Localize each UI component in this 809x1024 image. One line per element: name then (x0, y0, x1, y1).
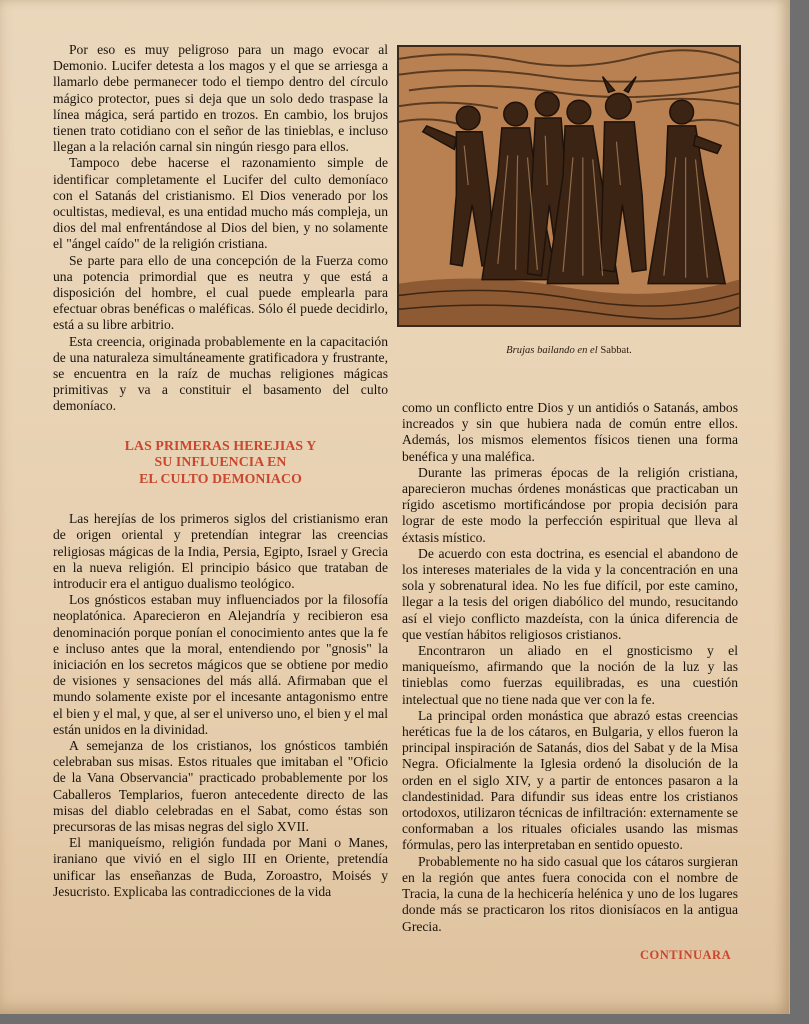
paragraph: Probablemente no ha sido casual que los cátaros surgieran en la región que antes fuera conocida con el nombre de Tracia, la cuna de la hechicería helénica y uno de los lugares donde más se practicaron los ritos dionisíacos en la antigua Grecia. (402, 853, 738, 934)
paragraph: Se parte para ello de una concepción de la Fuerza como una potencia primordial que es neutra y que está a disposición del hombre, el cual puede emplearla para efectuar obras benéficas o maléficas. Sólo él puede decidirlo, está a su libre arbitrio. (53, 252, 388, 333)
caption-normal: Sabbat. (600, 345, 632, 356)
witches-dancing-image (399, 47, 739, 325)
paragraph: como un conflicto entre Dios y un antidiós o Satanás, ambos increados y sin que hubiera nada de común entre ellos. Además, los mismos elementos físicos tienen una forma benéfica y una maléfica. (402, 400, 738, 464)
section-heading (53, 438, 388, 488)
caption-italic: Brujas bailando en el (506, 345, 598, 356)
right-column (402, 400, 738, 935)
continue-label: CONTINUARA (640, 948, 732, 962)
paragraph: A semejanza de los cristianos, los gnósticos también celebraban sus misas. Estos rituales que imitaban el "Oficio de la Vana Observancia" practicado probablemente por los Caballeros Templarios, fueron antecedente directo de las misas del diablo celebradas en el Sabat, como éstas son precursoras de las misas negras del siglo XVII. (53, 738, 388, 835)
paragraph: Las herejías de los primeros siglos del cristianismo eran de origen oriental y pretendían integrar las creencias religiosas mágicas de la India, Persia, Egipto, Israel y Grecia en la nueva religión. El principio básico que trataban de introducir era el antiguo dualismo teológico. (53, 511, 388, 591)
heading-line: LAS PRIMERAS HEREJIAS Y (124, 437, 317, 453)
paragraph: Tampoco debe hacerse el razonamiento simple de identificar completamente el Lucifer del culto demoníaco con el Satanás del cristianismo. El Dios venerado por los ocultistas, medieval, es una entidad mucho más compleja, un dios del mal enfrentándose al Dios del bien, y no solamente el "ángel caído" de la religión cristiana. (53, 155, 388, 252)
paragraph: Por eso es muy peligroso para un mago evocar al Demonio. Lucifer detesta a los magos y el que se arriesga a llamarlo debe permanecer todo el tiempo dentro del círculo mágico protector, pues si deja que un solo dedo traspase la línea mágica, será partido en trozos. En cambio, los brujos tienen trato cotidiano con el señor de las tinieblas, e incluso llegan a la relación carnal sin ningún riesgo para ellos. (53, 42, 388, 155)
figure-caption (397, 345, 741, 356)
left-column (53, 42, 388, 900)
paragraph: Los gnósticos estaban muy influenciados por la filosofía neoplatónica. Aparecieron en Alejandría y recibieron esa denominación porque ponían el conocimiento antes que la fe e incluso antes que la moral, entendiendo por "gnosis" la iniciación en los secretos mágicos que se obtiene por medio de visiones y sensaciones del más allá. Afirmaban que el mundo solamente existe por el incesante antagonismo entre el bien y el mal, y que, al ser el universo uno, el bien y el mal están unidos en la divinidad. (53, 592, 388, 737)
paragraph: Durante las primeras épocas de la religión cristiana, aparecieron muchas órdenes monásticas que practicaban un rígido ascetismo mortificándose por propia decisión para lograr de este modo la perfección espiritual que lleva al éxtasis místico. (402, 464, 738, 545)
woodcut-illustration (397, 45, 741, 327)
paragraph: Encontraron un aliado en el gnosticismo y el maniqueísmo, afirmando que la noción de la luz y las tinieblas como fuerzas equilibradas, es una cuestión intelectual que no tiene nada que ver con la fe. (402, 643, 738, 707)
heading-line: EL CULTO DEMONIACO (139, 470, 302, 486)
heading-line: SU INFLUENCIA EN (154, 454, 287, 470)
paragraph: De acuerdo con esta doctrina, es esencial el abandono de los intereses materiales de la vida y la concentración en una sola y sobrenatural idea. No les fue difícil, por este camino, llegar a la tesis del origen diabólico del mundo, resucitando así el viejo conflicto mazdeísta, con la única diferencia de que vestían hábitos religiosos cristianos. (402, 545, 738, 642)
paragraph: Esta creencia, originada probablemente en la capacitación de una naturaleza simultáneamente gratificadora y frustrante, se encuentra en la raíz de muchas religiones mágicas primitivas y va a constituir el basamento del culto demoníaco. (53, 333, 388, 414)
paragraph: La principal orden monástica que abrazó estas creencias heréticas fue la de los cátaros, en Bulgaria, y ellos fueron la principal inspiración de Satanás, dios del Sabat y de la Misa Negra. Oficialmente la Iglesia ordenó la disolución de la orden en el siglo XIV, y a partir de entonces pasaron a la clandestinidad. Para difundir sus ideas entre los cristianos ortodoxos, utilizaron técnicas de infiltración: externamente se conformaban a los rituales oficiales usando las mismas fórmulas, pero las interpretaban en sentido opuesto. (402, 707, 738, 853)
paragraph: El maniqueísmo, religión fundada por Mani o Manes, iraniano que vivió en el siglo III en Oriente, pretendía unificar las enseñanzas de Buda, Zoroastro, Moisés y Jesucristo. Explicaba las contradicciones de la vida (53, 835, 388, 899)
